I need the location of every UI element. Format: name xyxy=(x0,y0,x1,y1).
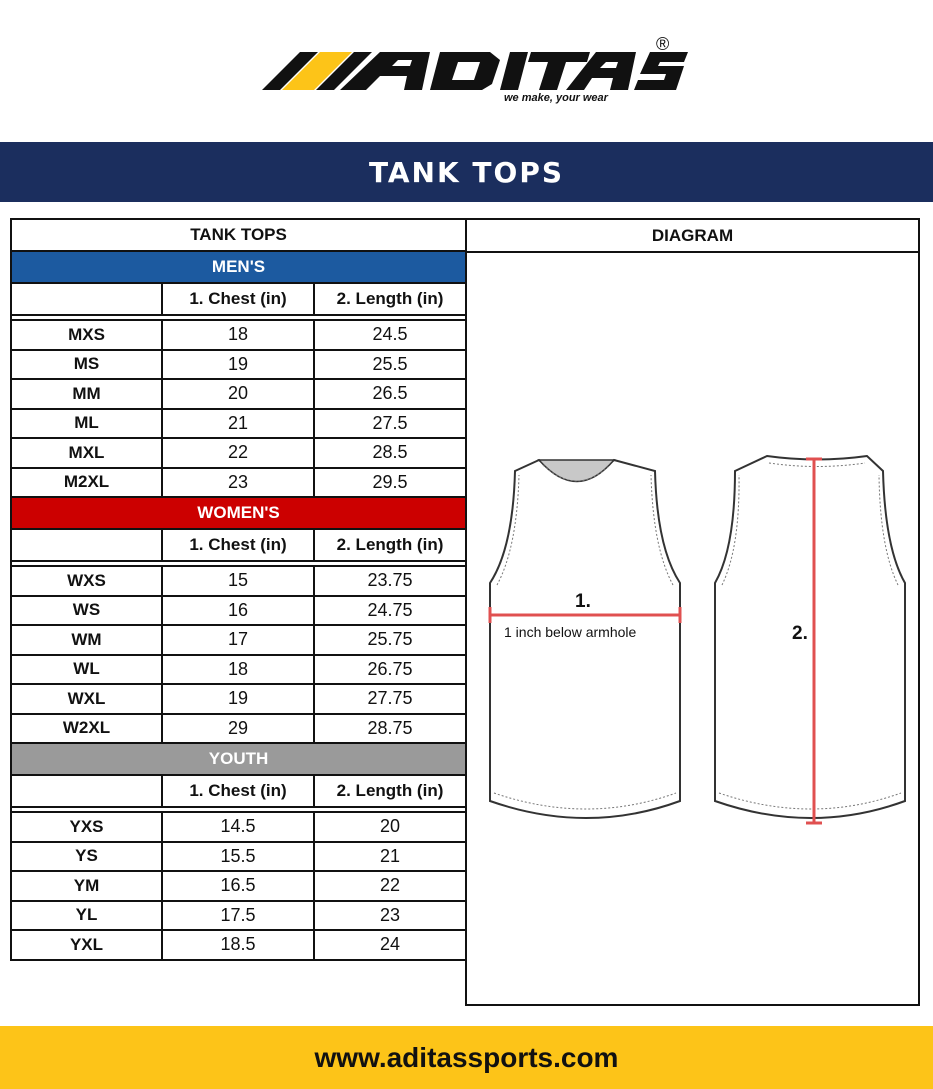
size-cell: YL xyxy=(11,901,162,931)
footer-bar xyxy=(0,1026,933,1089)
chest-cell: 15.5 xyxy=(162,842,314,872)
youth-column-headers xyxy=(11,775,466,807)
table-row xyxy=(11,379,466,409)
brand-tagline: we make, your wear xyxy=(504,92,608,104)
length-header: 2. Length (in) xyxy=(314,283,466,315)
section-men-label: MEN'S xyxy=(11,251,466,283)
tank-top-diagram xyxy=(467,253,918,1004)
size-cell: WL xyxy=(11,655,162,685)
table-row xyxy=(11,930,466,960)
table-row xyxy=(11,350,466,380)
size-cell: YXS xyxy=(11,812,162,842)
length-cell: 21 xyxy=(314,842,466,872)
size-cell: WM xyxy=(11,625,162,655)
chest-header: 1. Chest (in) xyxy=(162,283,314,315)
length-cell: 24.75 xyxy=(314,596,466,626)
size-cell: YS xyxy=(11,842,162,872)
aditas-logo-mark xyxy=(0,0,933,140)
chest-cell: 29 xyxy=(162,714,314,744)
size-cell: ML xyxy=(11,409,162,439)
table-header-row xyxy=(11,219,466,251)
section-women xyxy=(11,497,466,529)
length-cell: 27.5 xyxy=(314,409,466,439)
size-cell: WXL xyxy=(11,684,162,714)
table-row xyxy=(11,655,466,685)
men-column-headers xyxy=(11,283,466,315)
length-cell: 20 xyxy=(314,812,466,842)
length-cell: 28.75 xyxy=(314,714,466,744)
size-cell: MXS xyxy=(11,320,162,350)
table-row xyxy=(11,596,466,626)
length-cell: 26.5 xyxy=(314,379,466,409)
chest-cell: 17.5 xyxy=(162,901,314,931)
chest-cell: 23 xyxy=(162,468,314,498)
table-row xyxy=(11,438,466,468)
chest-cell: 22 xyxy=(162,438,314,468)
chest-cell: 14.5 xyxy=(162,812,314,842)
tank-back-illustration xyxy=(715,456,905,823)
table-row xyxy=(11,468,466,498)
website-link[interactable]: www.aditassports.com xyxy=(314,1041,619,1073)
size-cell: WS xyxy=(11,596,162,626)
diagram-panel xyxy=(465,218,920,1006)
length-cell: 24 xyxy=(314,930,466,960)
chest-header: 1. Chest (in) xyxy=(162,529,314,561)
chest-cell: 16 xyxy=(162,596,314,626)
size-cell: MXL xyxy=(11,438,162,468)
page-title: TANK TOPS xyxy=(368,155,565,189)
length-cell: 24.5 xyxy=(314,320,466,350)
section-youth-label: YOUTH xyxy=(11,743,466,775)
table-row xyxy=(11,625,466,655)
diagram-title: DIAGRAM xyxy=(467,220,918,253)
chest-header: 1. Chest (in) xyxy=(162,775,314,807)
table-row xyxy=(11,901,466,931)
length-cell: 22 xyxy=(314,871,466,901)
length-header: 2. Length (in) xyxy=(314,529,466,561)
chest-cell: 18.5 xyxy=(162,930,314,960)
chest-cell: 18 xyxy=(162,320,314,350)
section-women-label: WOMEN'S xyxy=(11,497,466,529)
chest-cell: 21 xyxy=(162,409,314,439)
chest-cell: 16.5 xyxy=(162,871,314,901)
length-cell: 26.75 xyxy=(314,655,466,685)
length-marker-label: 2. xyxy=(792,623,808,644)
chest-cell: 20 xyxy=(162,379,314,409)
chest-cell: 17 xyxy=(162,625,314,655)
empty-header-cell xyxy=(11,529,162,561)
chest-measure-note: 1 inch below armhole xyxy=(504,624,637,640)
section-youth xyxy=(11,743,466,775)
size-cell: MS xyxy=(11,350,162,380)
chest-cell: 15 xyxy=(162,566,314,596)
table-row xyxy=(11,714,466,744)
size-cell: YM xyxy=(11,871,162,901)
size-table xyxy=(10,218,467,961)
size-cell: MM xyxy=(11,379,162,409)
table-row xyxy=(11,684,466,714)
table-row xyxy=(11,320,466,350)
length-cell: 27.75 xyxy=(314,684,466,714)
table-row xyxy=(11,409,466,439)
length-cell: 28.5 xyxy=(314,438,466,468)
table-row xyxy=(11,566,466,596)
empty-header-cell xyxy=(11,775,162,807)
size-cell: YXL xyxy=(11,930,162,960)
table-row xyxy=(11,812,466,842)
table-row xyxy=(11,842,466,872)
size-cell: WXS xyxy=(11,566,162,596)
chest-cell: 18 xyxy=(162,655,314,685)
length-cell: 29.5 xyxy=(314,468,466,498)
chest-cell: 19 xyxy=(162,684,314,714)
brand-registered: ® xyxy=(656,34,670,54)
size-cell: M2XL xyxy=(11,468,162,498)
empty-header-cell xyxy=(11,283,162,315)
chest-marker-label: 1. xyxy=(575,591,591,612)
table-row xyxy=(11,871,466,901)
brand-logo xyxy=(0,0,933,140)
length-cell: 23 xyxy=(314,901,466,931)
chest-cell: 19 xyxy=(162,350,314,380)
length-header: 2. Length (in) xyxy=(314,775,466,807)
women-column-headers xyxy=(11,529,466,561)
size-chart xyxy=(10,218,465,961)
page-title-banner xyxy=(0,142,933,202)
length-cell: 23.75 xyxy=(314,566,466,596)
length-cell: 25.75 xyxy=(314,625,466,655)
size-cell: W2XL xyxy=(11,714,162,744)
table-title: TANK TOPS xyxy=(11,219,466,251)
length-cell: 25.5 xyxy=(314,350,466,380)
section-men xyxy=(11,251,466,283)
